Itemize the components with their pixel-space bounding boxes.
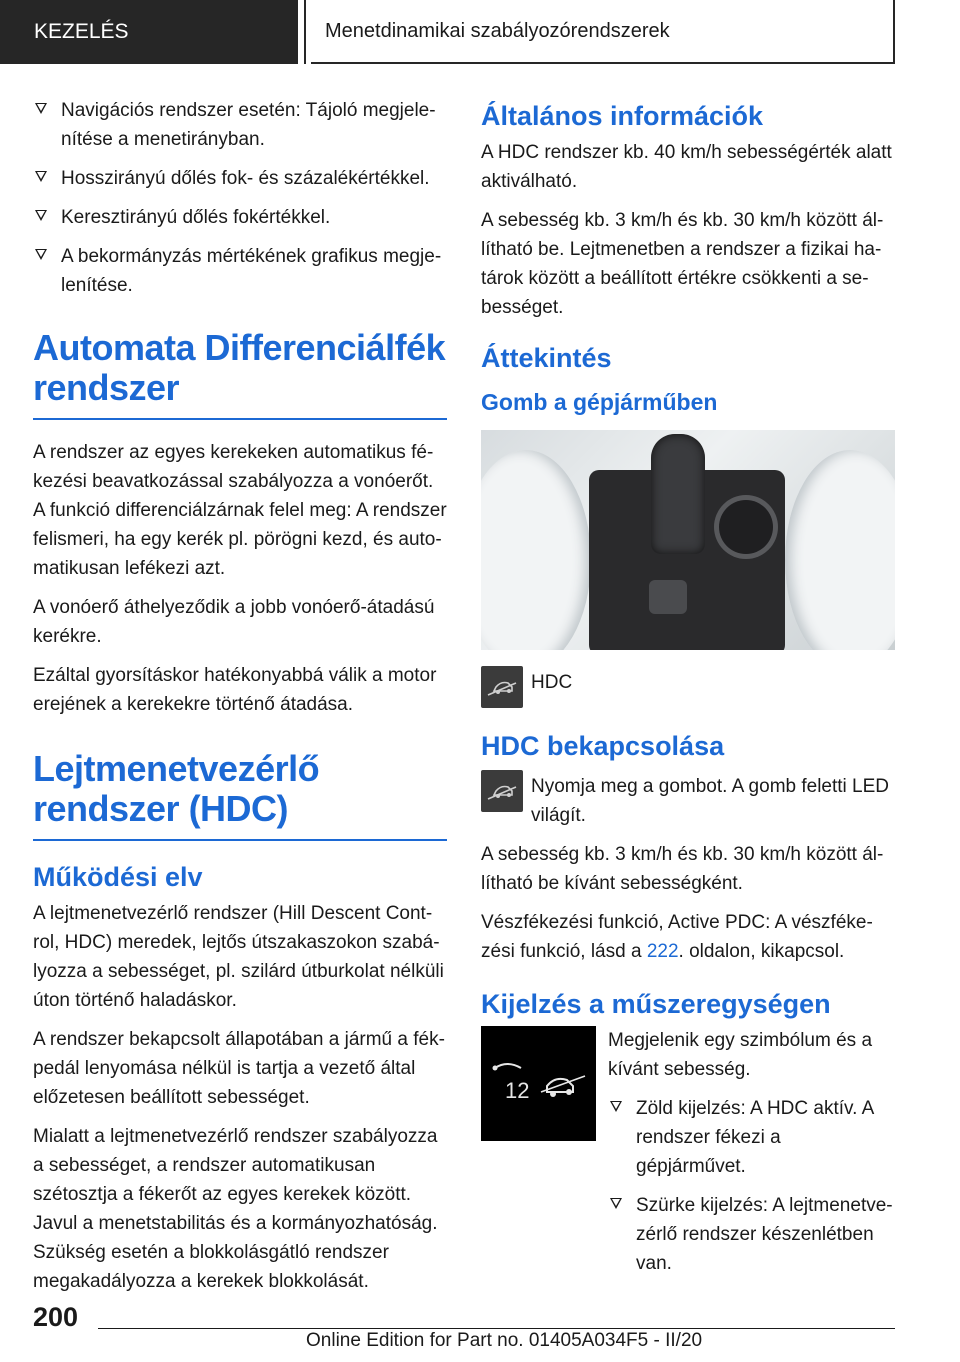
paragraph: Ezáltal gyorsításkor hatékonyabbá válik a motor erejének a kerekekre történő átadása.: [33, 665, 437, 715]
list-item: Szürke kijelzés: A lejtmenetvezérlő rendszer készenlétben van.: [608, 1191, 895, 1278]
paragraph: A vonóerő áthelyeződik a jobb vonóerő-átadású kerékre.: [33, 597, 435, 647]
hdc-activation-step: [481, 770, 895, 830]
list-item: Keresztirányú dőlés fokértékkel.: [33, 203, 447, 232]
display-bullet-list: [608, 1094, 895, 1278]
triangle-bullet-icon: [610, 1101, 622, 1112]
feature-bullet-list: [33, 96, 447, 300]
footer-edition: Online Edition for Part no. 01405A034F5 - II/20: [306, 1330, 703, 1351]
hdc-button-icon: [481, 666, 523, 708]
center-console-photo: [481, 430, 895, 650]
triangle-bullet-icon: [35, 103, 47, 114]
heading-hdc-bekapcsolasa: HDC bekapcsolása: [481, 731, 725, 761]
list-item: A bekormányzás mértékének grafikus megjelenítése.: [33, 242, 447, 300]
heading-attekintes: Áttekintés: [481, 343, 612, 373]
heading-adb: Automata Differenciálfék rendszer: [33, 328, 447, 420]
cluster-speed-value: 12: [505, 1078, 530, 1103]
hdc-button-icon: [481, 770, 523, 812]
triangle-bullet-icon: [35, 249, 47, 260]
left-column: [33, 96, 447, 1306]
list-item: Navigációs rendszer esetén: Tájoló megjelenítése a menetirányban.: [33, 96, 447, 154]
triangle-bullet-icon: [35, 171, 47, 182]
paragraph: A lejtmenetvezérlő rendszer (Hill Descent Control, HDC) meredek, lejtős útszakaszokon szabályozza a sebességet, pl. szilárd útburkolat nélküli úton történő haladáskor.: [33, 903, 444, 1011]
cluster-display-section: [481, 1026, 895, 1288]
heading-kijelzes: Kijelzés a műszeregységen: [481, 989, 831, 1019]
heading-altalanos: Általános információk: [481, 101, 764, 131]
paragraph: Megjelenik egy szimbólum és a kívánt sebesség.: [608, 1030, 873, 1080]
list-item: Hosszirányú dőlés fok- és százalékértékkel.: [33, 164, 447, 193]
paragraph: A rendszer az egyes kerekeken automatikus fékezési beavatkozással szabályozza a vonóerőt. A funkció differenciálzárnak felel meg: A rendszer felismeri, ha egy kerék pl. pörögni kezd, és automatikusan lefékezi azt.: [33, 442, 447, 579]
instrument-cluster-image: [481, 1026, 596, 1141]
heading-mukodesi-elv: Működési elv: [33, 862, 203, 892]
section-title: KEZELÉS: [34, 20, 129, 43]
footer-divider: [98, 1328, 895, 1329]
hdc-legend: [481, 666, 895, 708]
paragraph: Vészfékezési funkció, Active PDC: A vészfékezési funkció, lásd a 222. oldalon, kikapcsol.: [481, 912, 873, 962]
triangle-bullet-icon: [35, 210, 47, 221]
paragraph: A sebesség kb. 3 km/h és kb. 30 km/h között állítható be. Lejtmenetben a rendszer a fizikai határok között a beállított értékre csökkenti a sebességet.: [481, 210, 884, 318]
heading-hdc: Lejtmenetvezérlő rendszer (HDC): [33, 749, 447, 841]
list-item: Zöld kijelzés: A HDC aktív. A rendszer fékezi a gépjárművet.: [608, 1094, 895, 1181]
right-column: [481, 96, 895, 1288]
hdc-label: HDC: [531, 672, 573, 693]
triangle-bullet-icon: [610, 1198, 622, 1209]
paragraph: A HDC rendszer kb. 40 km/h sebességérték alatt aktiválható.: [481, 142, 892, 192]
heading-gomb: Gomb a gépjárműben: [481, 389, 718, 415]
paragraph: A sebesség kb. 3 km/h és kb. 30 km/h között állítható be kívánt sebességként.: [481, 844, 884, 894]
activation-instruction: Nyomja meg a gombot. A gomb feletti LED világít.: [531, 776, 890, 826]
section-tab: [0, 0, 298, 64]
paragraph: A rendszer bekapcsolt állapotában a jármű a fékpedál lenyomása nélkül is tartja a vezető által előzetesen beállított sebességet.: [33, 1029, 445, 1108]
header-divider: [304, 0, 306, 64]
chapter-title: Menetdinamikai szabályozórendszerek: [325, 19, 670, 42]
gear-selector-lever: [651, 434, 705, 554]
paragraph: Mialatt a lejtmenetvezérlő rendszer szabályozza a sebességet, a rendszer automatikusan szétosztja a fékerőt az egyes kerekek között. Javul a menetstabilitás és a kormányozhatóság. Szükség esetén a blokkolásgátló rendszer megakadályozza a kerekek blokkolását.: [33, 1126, 438, 1292]
chapter-header: [311, 0, 895, 64]
page-reference-link[interactable]: 222: [646, 941, 679, 962]
page-number: 200: [33, 1302, 79, 1332]
controller-knob: [719, 500, 773, 554]
parking-brake-switch: [649, 580, 687, 614]
